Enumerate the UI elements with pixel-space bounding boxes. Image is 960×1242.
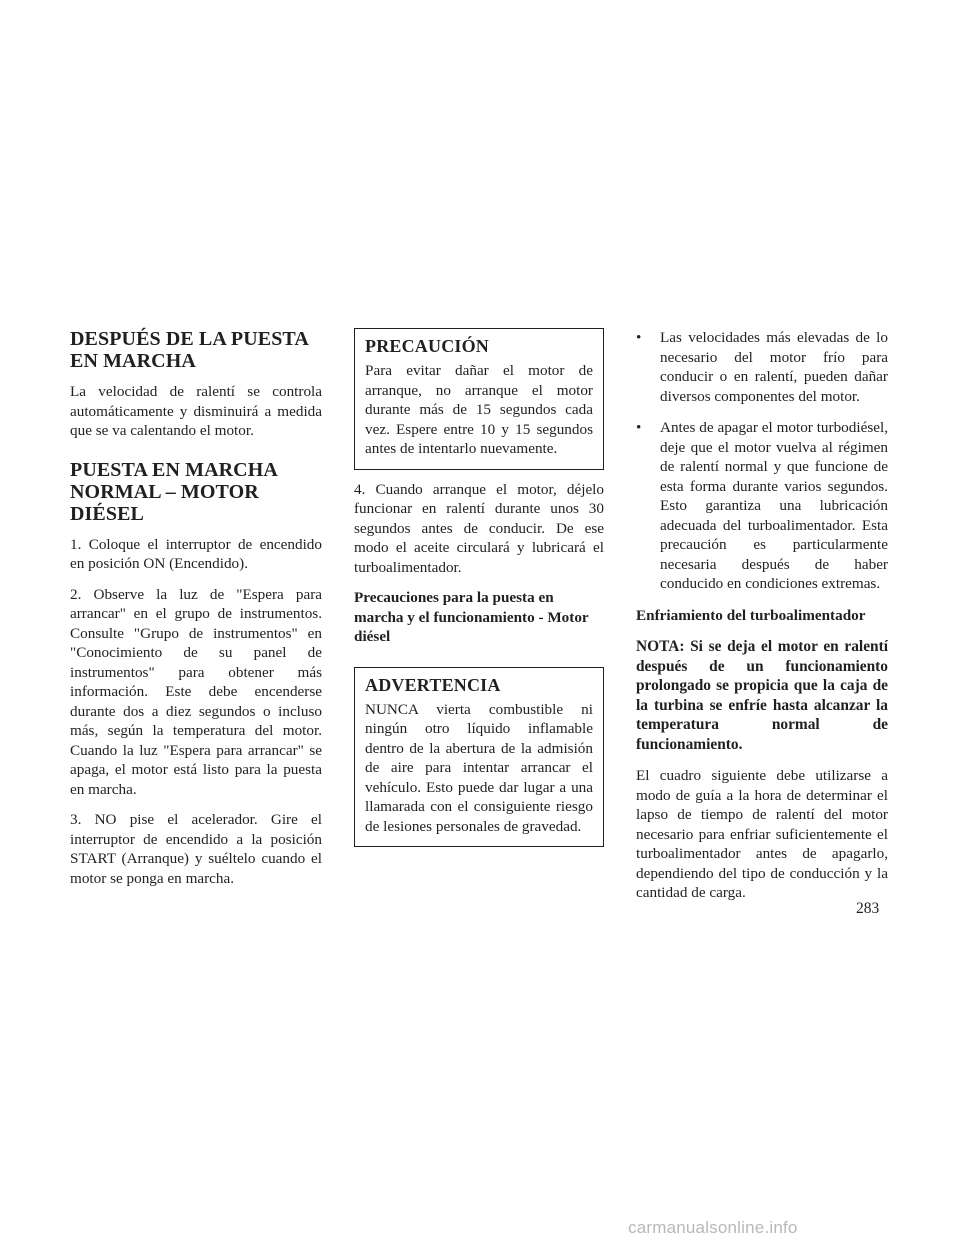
- step-4: 4. Cuando arranque el motor, déjelo funcionar en ralentí durante unos 30 segundos antes de conducir. De ese modo el aceite circulará y lubricará el turboalimentador.: [354, 480, 604, 576]
- caution-box: [354, 328, 604, 470]
- heading-normal-startup-diesel: PUESTA EN MARCHA NORMAL – MOTOR DIÉSEL: [70, 458, 277, 525]
- subheading-turbo-cooling: Enfriamiento del turboalimentador: [636, 606, 866, 624]
- bullet-marker: •: [636, 419, 642, 436]
- warning-title: ADVERTENCIA: [365, 674, 501, 695]
- caution-title: PRECAUCIÓN: [365, 336, 490, 356]
- paragraph-idle-speed: La velocidad de ralentí se controla automáticamente y disminuirá a medida que se va calentando el motor.: [70, 383, 322, 439]
- step-1: 1. Coloque el interruptor de encendido en posición ON (Encendido).: [70, 535, 322, 572]
- left-column: [70, 328, 322, 899]
- bullet-text: Las velocidades más elevadas de lo necesario del motor frío para conducir o en ralentí, pueden dañar diversos componentes del motor.: [660, 329, 888, 405]
- bullet-text: Antes de apagar el motor turbodiésel, deje que el motor vuelva al régimen de ralentí normal y que funcione de esta forma durante varios segundos. Esto garantiza una lubricación adecuada del turboalimentador. Esta precaución es particularmente necesaria después de haber conducido en condiciones extremas.: [660, 419, 888, 592]
- list-item: [636, 418, 888, 594]
- list-item: [636, 328, 888, 406]
- subheading-diesel-precautions: Precauciones para la puesta en marcha y el funcionamiento - Motor diésel: [354, 589, 589, 645]
- watermark: carmanualsonline.info: [628, 1218, 798, 1237]
- paragraph-cooling-guide: El cuadro siguiente debe utilizarse a modo de guía a la hora de determinar el lapso de tiempo de ralentí del motor necesario para enfriar suficientemente el turboalimentador antes de apagarlo, dependiendo del tipo de conducción y la cantidad de carga.: [636, 767, 888, 901]
- step-3: 3. NO pise el acelerador. Gire el interruptor de encendido a la posición START (Arranque) y suéltelo cuando el motor se ponga en marcha.: [70, 811, 322, 887]
- heading-after-startup: DESPUÉS DE LA PUESTA EN MARCHA: [70, 328, 308, 372]
- right-column: [636, 328, 888, 914]
- middle-column: [354, 328, 604, 857]
- warning-text: NUNCA vierta combustible ni ningún otro líquido inflamable dentro de la abertura de la admisión de aire para intentar arrancar el vehículo. Esto puede dar lugar a una llamarada con el consiguiente riesgo de lesiones personales de gravedad.: [365, 700, 593, 835]
- caution-text: Para evitar dañar el motor de arranque, no arranque el motor durante más de 15 segundos cada vez. Espere entre 10 y 15 segundos antes de intentarlo nuevamente.: [365, 362, 593, 457]
- page-number: 283: [856, 900, 880, 917]
- step-2: 2. Observe la luz de "Espera para arrancar" en el grupo de instrumentos. Consulte "Grupo de instrumentos" en "Conocimiento de su panel de instrumentos" para obtener más información. Este debe encenderse durante dos a diez segundos o incluso más, según la temperatura del motor. Cuando la luz "Espera para arrancar" se apaga, el motor está listo para la puesta en marcha.: [70, 585, 322, 798]
- bullet-marker: •: [636, 329, 642, 346]
- note-paragraph: NOTA: Si se deja el motor en ralentí después de un funcionamiento prolongado se propicia que la caja de la turbina se enfríe hasta alcanzar la temperatura normal de funcionamiento.: [636, 638, 888, 753]
- warning-box: [354, 667, 604, 848]
- bullet-list: [636, 328, 888, 594]
